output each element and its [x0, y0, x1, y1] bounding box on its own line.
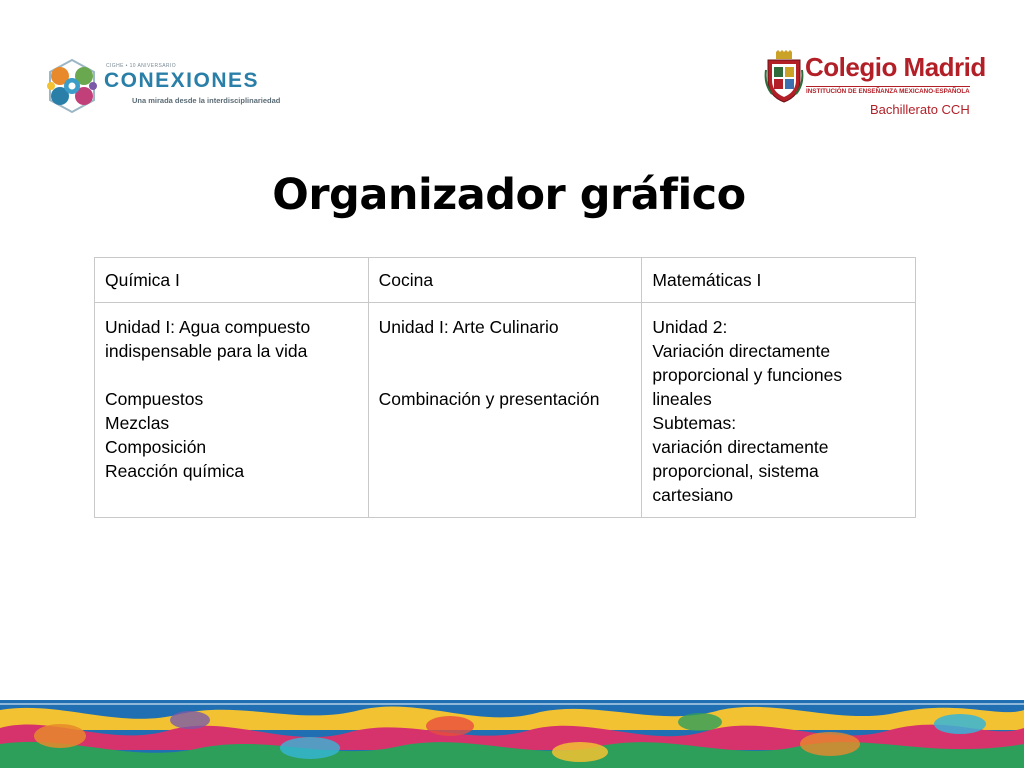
cell-line: lineales	[652, 389, 712, 409]
conexiones-logo	[42, 56, 281, 116]
colegio-madrid-crest-icon	[764, 50, 804, 104]
decorative-art-strip	[0, 700, 1024, 768]
cell-line	[379, 339, 632, 387]
cell-line: Unidad I: Arte Culinario	[378, 317, 559, 337]
cell-line: proporcional y funciones	[652, 365, 843, 385]
conexiones-wordmark: CONEXIONES	[104, 69, 260, 92]
organizer-table	[94, 257, 916, 518]
colegio-madrid-campus: Bachillerato CCH	[870, 102, 970, 117]
colegio-madrid-institution: INSTITUCIÓN DE ENSEÑANZA MEXICANO-ESPAÑOLA	[806, 88, 970, 95]
colegio-madrid-logo	[764, 50, 986, 122]
colegio-madrid-name: Colegio Madrid	[805, 52, 986, 82]
cell-line: indispensable para la vida	[105, 341, 308, 361]
cell-line: variación directamente	[652, 437, 829, 457]
cell-line: Subtemas:	[652, 413, 737, 433]
cell-line: Combinación y presentación	[378, 389, 600, 409]
conexiones-tagline: Una mirada desde la interdisciplinariedad	[132, 96, 281, 105]
table-row	[95, 303, 916, 518]
cell-line: proporcional, sistema	[652, 461, 819, 481]
cell-line	[105, 363, 358, 387]
header-cocina: Cocina	[368, 258, 642, 303]
header-quimica: Química I	[95, 258, 369, 303]
table-header-row	[95, 258, 916, 303]
cell-line: Unidad I: Agua compuesto	[105, 317, 311, 337]
cell-line: Variación directamente	[652, 341, 831, 361]
cell-line: Mezclas	[105, 413, 170, 433]
conexiones-logo-icon	[42, 58, 102, 114]
cell-quimica	[95, 303, 369, 518]
page-title: Organizador gráfico	[272, 170, 746, 220]
header-matematicas: Matemáticas I	[642, 258, 916, 303]
cell-line: Unidad 2:	[652, 317, 728, 337]
cell-matematicas	[642, 303, 916, 518]
cell-line: Composición	[105, 437, 207, 457]
cell-line: Reacción química	[105, 461, 245, 481]
conexiones-caption: CIGHE • 10 ANIVERSARIO	[106, 63, 177, 69]
cell-line: cartesiano	[652, 485, 734, 505]
cell-cocina	[368, 303, 642, 518]
cell-line: Compuestos	[105, 389, 204, 409]
